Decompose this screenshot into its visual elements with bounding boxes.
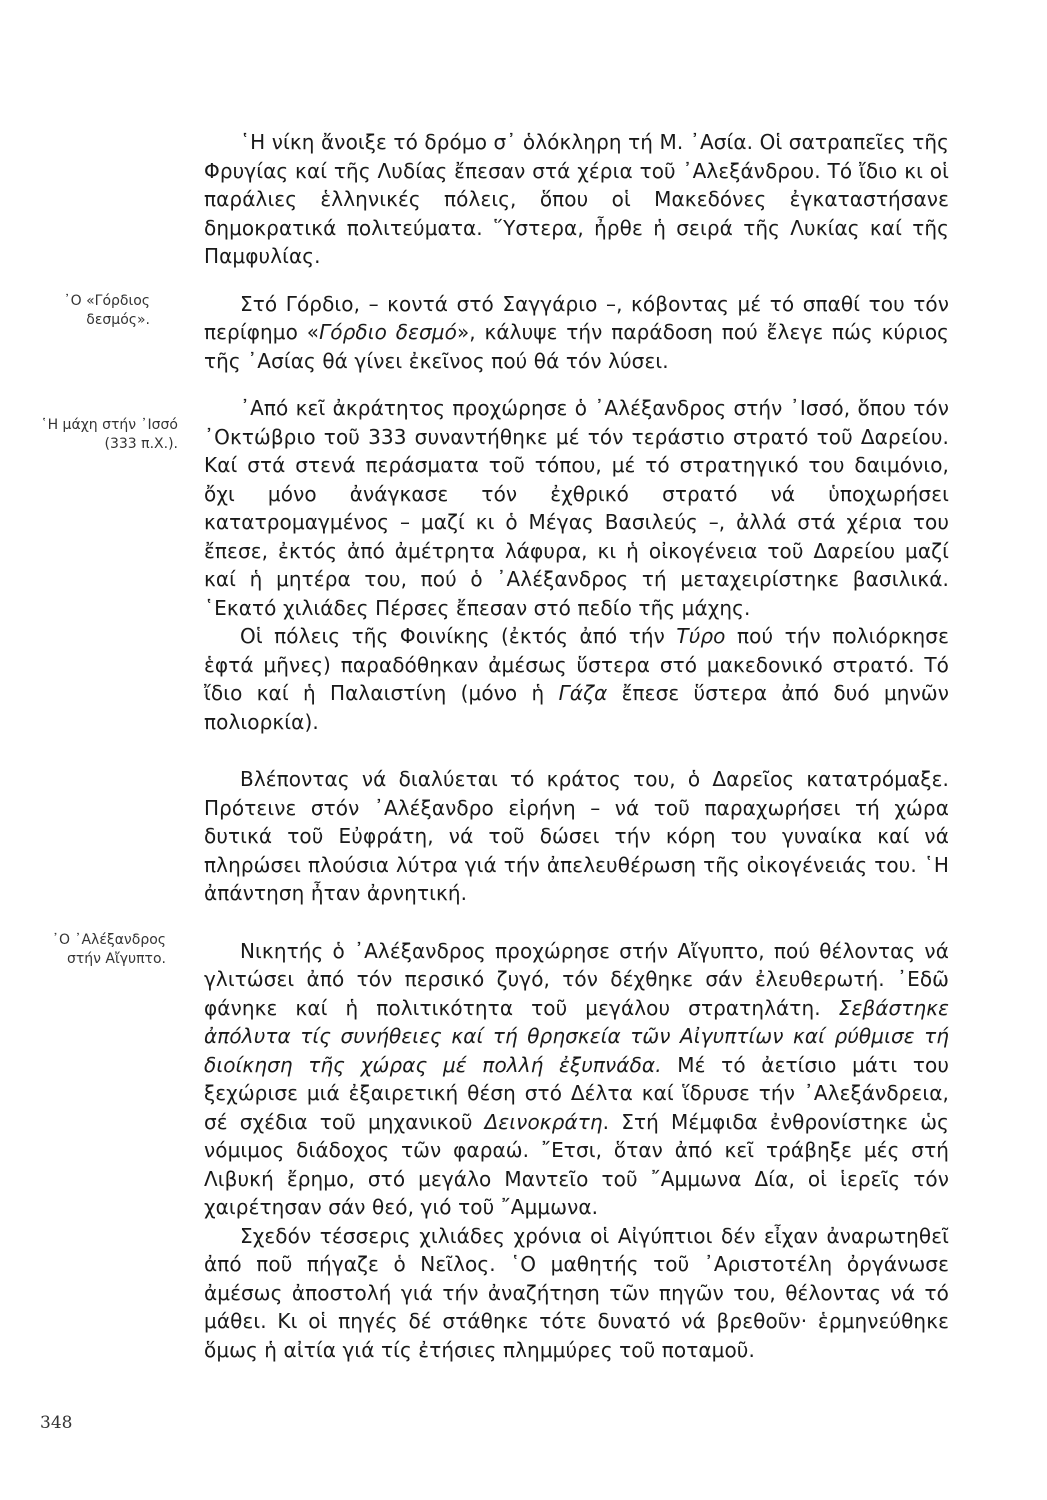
paragraph-nile-sources: Σχεδόν τέσσερις χιλιάδες χρόνια οἱ Αἰγύπτιοι δέν εἶχαν ἀναρωτηθεῖ ἀπό ποῦ πήγαζε ὁ Νεῖλος. ῾Ο μαθητής τοῦ ᾿Αριστοτέλη ὀργάνωσε ἀμέσως ἀποστολή γιά τήν ἀναζήτηση τῶν πηγῶν του, θέλοντας νά τό μάθει. Κι οἱ πηγές δέ στάθηκε τότε δυνατό νά βρεθοῦν· ἑρμηνεύθηκε ὅμως ἡ αἰτία γιά τίς ἐτήσιες πλημμύρες τοῦ ποταμοῦ. xyxy=(204,1223,949,1362)
text-run: πού τήν πολιόρκησε ἑφτά μῆνες) παραδόθηκαν ἀμέσως ὕστερα στό μακεδονικό στρατό. Τό ἴδιο καί ἡ Παλαιστίνη (μόνο ἡ xyxy=(204,624,949,705)
italic-term-deinocrates: Δεινοκράτη xyxy=(484,1109,603,1134)
paragraph-battle-of-issus: ᾿Από κεῖ ἀκράτητος προχώρησε ὁ ᾿Αλέξανδρος στήν ᾿Ισσό, ὅπου τόν ᾿Οκτώβριο τοῦ 333 συναντήθηκε μέ τόν τεράστιο στρατό τοῦ Δαρείου. Καί στά στενά περάσματα τοῦ τόπου, μέ τό στρατηγικό του δαιμόνιο, ὄχι μόνο ἀνάγκασε τόν ἐχθρικό στρατό νά ὑποχωρήσει κατατρομαγμένος – μαζί κι ὁ Μέγας Βασιλεύς –, ἀλλά στά χέρια του ἔπεσε, ἐκτός ἀπό ἀμέτρητα λάφυρα, κι ἡ οἰκογένεια τοῦ Δαρείου μαζί καί ἡ μητέρα του, πού ὁ ᾿Αλέξανδρος τή μεταχειρίστηκε βασιλικά. ῾Εκατό χιλιάδες Πέρσες ἔπεσαν στό πεδίο τῆς μάχης. xyxy=(204,396,949,620)
margin-note-battle-of-issus: ῾Η μάχη στήν ᾿Ισσό (333 π.Χ.). xyxy=(40,417,178,452)
margin-note-gordian-knot: ᾿Ο «Γόρδιος δεσμός». xyxy=(63,293,150,328)
text-run: Οἱ πόλεις τῆς Φοινίκης (ἐκτός ἀπό τήν xyxy=(240,624,677,648)
italic-term-tyre: Τύρο xyxy=(676,624,726,648)
text-run: Στό Γόρδιο, – κοντά στό Σαγγάριο –, κόβοντας μέ τό σπαθί του τόν περίφημο « xyxy=(204,291,949,344)
text-run: », κάλυψε τήν παράδοση πού ἔλεγε πώς κύριος τῆς ᾿Ασίας θά γίνει ἐκεῖνος πού θά τόν λύσει. xyxy=(204,320,949,373)
paragraph-gordian-knot xyxy=(204,290,949,376)
italic-sentence-egyptian-customs: Σεβάστηκε ἀπόλυτα τίς συνήθειες καί τή θρησκεία τῶν Αἰγυπτίων καί ρύθμισε τή διοίκηση τῆς χώρας μέ πολλή ἐξυπνάδα. xyxy=(204,995,949,1077)
paragraph-phoenicia xyxy=(204,622,949,736)
italic-term-gordian-knot: Γόρδιο δεσμό xyxy=(319,320,457,344)
text-run: . Στή Μέμφιδα ἐνθρονίστηκε ὡς νόμιμος διάδοχος τῶν φαραώ. ῎Ετσι, ὅταν ἀπό κεῖ τράβηξε μές στή Λιβυκή ἔρημο, στό μεγάλο Μαντεῖο τοῦ ῎Αμμωνα Δία, οἱ ἱερεῖς τόν χαιρέτησαν σάν θεό, γιό τοῦ ῎Αμμωνα. xyxy=(204,1109,949,1219)
paragraph-asia-minor: ῾Η νίκη ἄνοιξε τό δρόμο σ᾿ ὁλόκληρη τή Μ. ᾿Ασία. Οἱ σατραπεῖες τῆς Φρυγίας καί τῆς Λυδίας ἔπεσαν στά χέρια τοῦ ᾿Αλεξάνδρου. Τό ἴδιο κι οἱ παράλιες ἑλληνικές πόλεις, ὅπου οἱ Μακεδόνες ἐγκαταστήσανε δημοκρατικά πολιτεύματα. ῞Υστερα, ἦρθε ἡ σειρά τῆς Λυκίας καί τῆς Παμφυλίας. xyxy=(204,130,949,268)
italic-term-gaza: Γάζα xyxy=(558,681,608,705)
text-run: Νικητής ὁ ᾿Αλέξανδρος προχώρησε στήν Αἴγυπτο, πού θέλοντας νά γλιτώσει ἀπό τόν περσικό ζυγό, τόν δέχθηκε σάν ἐλευθερωτή. ᾿Εδῶ φάνηκε καί ἡ πολιτικότητα τοῦ μεγάλου στρατηλάτη. xyxy=(204,938,949,1020)
paragraph-egypt xyxy=(204,937,949,1222)
margin-note-alexander-in-egypt: ᾿Ο ᾿Αλέξανδρος στήν Αἴγυπτο. xyxy=(52,932,166,967)
text-run: Μέ τό ἀετίσιο μάτι του ξεχώρισε μιά ἐξαιρετική θέση στό Δέλτα καί ἵδρυσε τήν ᾿Αλεξάνδρεια, σέ σχέδια τοῦ μηχανικοῦ xyxy=(204,1052,949,1134)
main-text-column xyxy=(204,128,949,1364)
text-run: ἔπεσε ὕστερα ἀπό δυό μηνῶν πολιορκία). xyxy=(204,681,949,734)
page-number: 348 xyxy=(40,1413,73,1433)
paragraph-darius-offer: Βλέποντας νά διαλύεται τό κράτος του, ὁ Δαρεῖος κατατρόμαξε. Πρότεινε στόν ᾿Αλέξανδρο εἰρήνη – νά τοῦ παραχωρήσει τή χώρα δυτικά τοῦ Εὐφράτη, νά τοῦ δώσει τήν κόρη του γυναίκα καί νά πληρώσει πλούσια λύτρα γιά τήν ἀπελευθέρωση τῆς οἰκογένειάς του. ῾Η ἀπάντηση ἦταν ἀρνητική. xyxy=(204,767,949,905)
